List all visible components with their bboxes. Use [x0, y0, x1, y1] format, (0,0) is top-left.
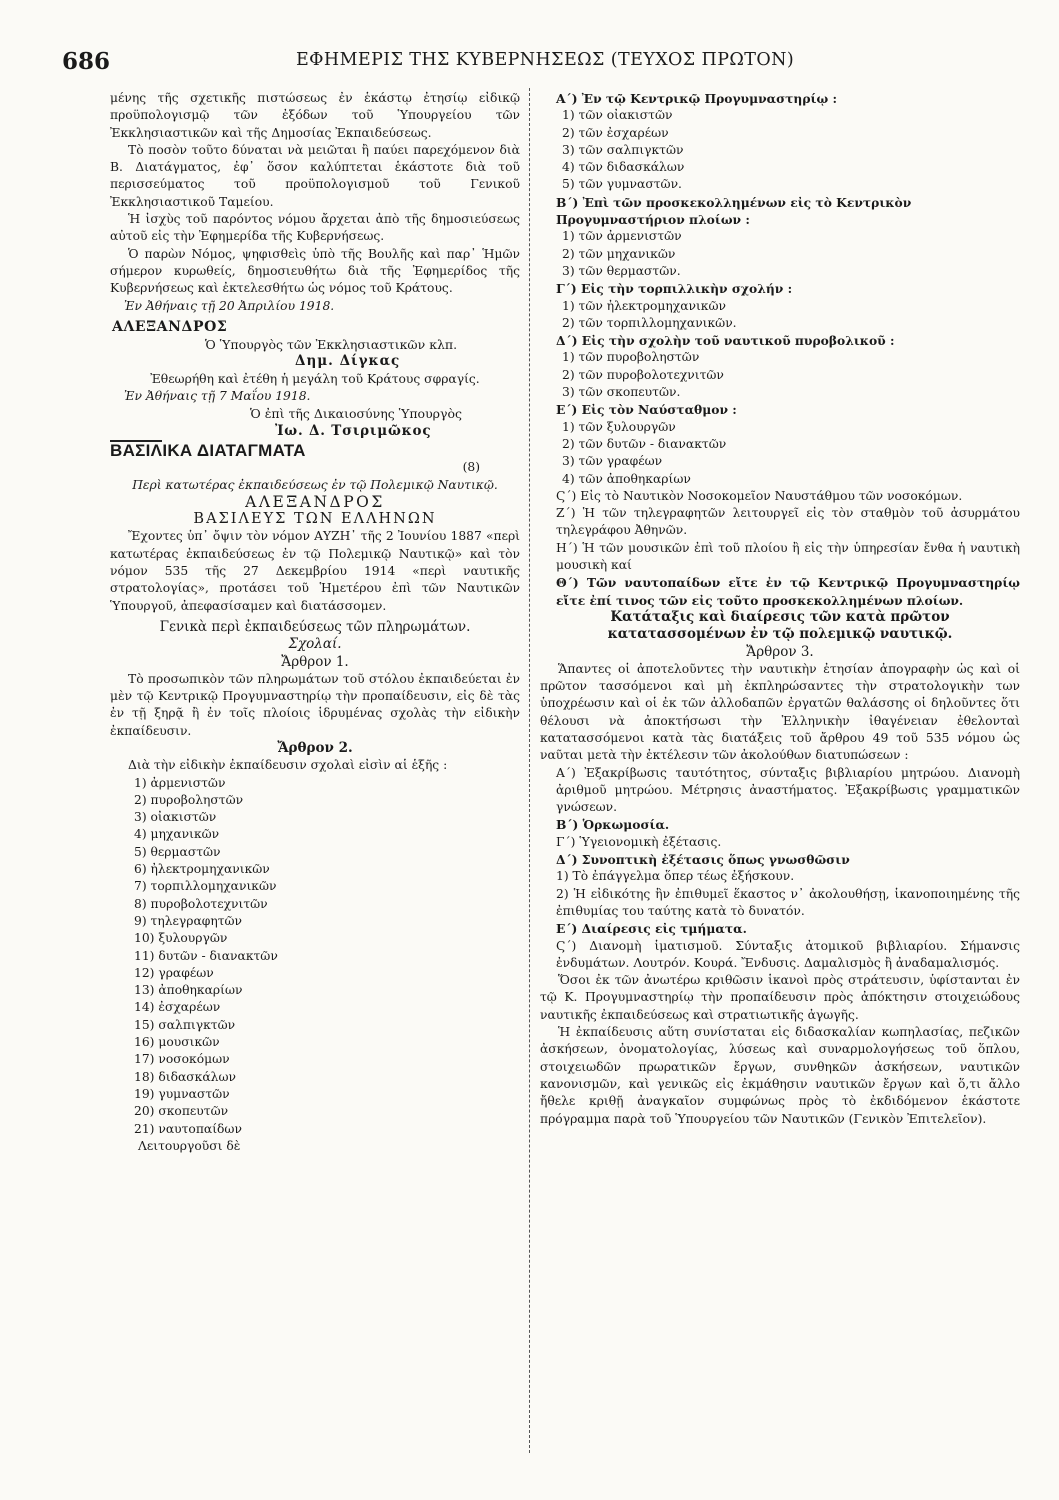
schools-heading: Σχολαί.: [288, 636, 342, 653]
step-e: Ε´) Διαίρεσις εἰς τμήματα.: [556, 921, 747, 937]
group-a-list: [540, 107, 1020, 193]
justice-minister-role: Ὁ ἐπὶ τῆς Δικαιοσύνης Ὑπουργὸς: [250, 406, 463, 422]
article-1-text: Τὸ προσωπικὸν τῶν πληρωμάτων τοῦ στόλου ἐκπαιδεύεται ἐν μὲν τῷ Κεντρικῷ Προγυμναστηρίῳ τὴν προπαίδευσιν, εἰς δὲ τὰς ἐν τῇ ξηρᾷ ἢ ἐν τοῖς πλοίοις ἱδρυμένας σχολὰς τὴν εἰδικὴν ἐκπαίδευσιν.: [110, 671, 520, 738]
list-item: 1) τῶν ἀρμενιστῶν: [562, 229, 682, 244]
list-item: 4) τῶν διδασκάλων: [562, 160, 685, 175]
article-3-title: Ἄρθρον 3.: [746, 643, 814, 660]
list-item: 14) ἐσχαρέων: [134, 1000, 221, 1015]
intro-paragraph: Ὁ παρὼν Νόμος, ψηφισθεὶς ὑπὸ τῆς Βουλῆς καὶ παρ᾽ Ἡμῶν σήμερον κυρωθείς, δημοσιευθήτω διὰ τῆς Ἐφημερίδος τῆς Κυβερνήσεως καὶ ἐκτελεσθήτω ὡς νόμος τοῦ Κράτους.: [110, 246, 520, 296]
list-item: 6) ἠλεκτρομηχανικῶν: [134, 862, 270, 877]
intro-paragraph: Ἡ ἰσχὺς τοῦ παρόντος νόμου ἄρχεται ἀπὸ τῆς δημοσιεύσεως αὐτοῦ εἰς τὴν Ἐφημερίδα τῆς Κυβερνήσεως.: [110, 212, 520, 244]
group-f-heading: Ϛ´) Εἰς τὸ Ναυτικὸν Νοσοκομεῖον Ναυστάθμου τῶν νοσοκόμων.: [556, 488, 963, 503]
list-item: 3) τῶν σκοπευτῶν.: [562, 385, 681, 400]
seal-statement: Ἐθεωρήθη καὶ ἐτέθη ἡ μεγάλη τοῦ Κράτους σφραγίς.: [150, 371, 480, 386]
list-item: 4) τῶν ἀποθηκαρίων: [562, 471, 691, 486]
group-a-heading: Α´) Ἐν τῷ Κεντρικῷ Προγυμναστηρίῳ :: [556, 91, 838, 106]
list-item: 3) οἰακιστῶν: [134, 810, 217, 825]
step-b: Β´) Ὁρκωμοσία.: [556, 817, 670, 833]
king-signature: ΑΛΕΞΑΝΔΡΟΣ: [112, 318, 228, 335]
law-date: Ἐν Ἀθήναις τῇ 20 Ἀπριλίου 1918.: [124, 298, 335, 313]
list-item: 3) τῶν γραφέων: [562, 454, 663, 469]
step-f: Ϛ´) Διανομὴ ἱματισμοῦ. Σύνταξις ἀτομικοῦ βιβλιαρίου. Σήμανσις ἐνδυμάτων. Λουτρόν. Κουρά. Ἔνδυσις. Δαμαλισμὸς ἢ ἀναδαμαλισμός.: [556, 938, 1020, 970]
group-b-list: [540, 228, 1020, 280]
list-item: 2) τῶν μηχανικῶν: [562, 246, 676, 261]
step-d-list: [540, 868, 1020, 920]
group-b-heading: Β´) Ἐπὶ τῶν προσκεκολλημένων εἰς τὸ Κεντρικὸν Προγυμναστήριον πλοίων :: [556, 194, 912, 228]
list-item: 8) πυροβολοτεχνιτῶν: [134, 896, 268, 911]
list-item: 2) τῶν τορπιλλομηχανικῶν.: [562, 315, 737, 330]
king-subtitle: ΒΑΣΙΛΕΥΣ ΤΩΝ ΕΛΛΗΝΩΝ: [193, 511, 437, 528]
decree-subject: Περὶ κατωτέρας ἐκπαιδεύσεως ἐν τῷ Πολεμικῷ Ναυτικῷ.: [132, 477, 498, 492]
group-h-heading: Η´) Ἡ τῶν μουσικῶν ἐπὶ τοῦ πλοίου ἢ εἰς τὴν ὑπηρεσίαν ἔνθα ἡ ναυτικὴ μουσικὴ καί: [556, 540, 1020, 573]
list-item: 1) τῶν πυροβοληστῶν: [562, 350, 700, 365]
minister-role: Ὁ Ὑπουργὸς τῶν Ἐκκλησιαστικῶν κλπ.: [205, 337, 458, 353]
group-d-list: [540, 349, 1020, 401]
article-1-title: Ἄρθρον 1.: [281, 653, 349, 670]
group-c-list: [540, 298, 1020, 333]
closing-paragraph: Ὅσοι ἐκ τῶν ἀνωτέρω κριθῶσιν ἱκανοὶ πρὸς στράτευσιν, ὑφίστανται ἐν τῷ Κ. Προγυμναστηρίῳ τὴν προπαίδευσιν πρὸς ἀπόκτησιν στοιχειώδους ναυτικῆς ἐκπαιδεύσεως καὶ στρατιωτικῆς ἀγωγῆς.: [540, 973, 1020, 1022]
justice-minister-name: Ἰω. Δ. Τσιριμῶκος: [275, 422, 432, 439]
list-item: 2) τῶν πυροβολοτεχνιτῶν: [562, 367, 724, 382]
list-item: 1) Τὸ ἐπάγγελμα ὅπερ τέως ἐξήσκουν.: [556, 869, 795, 884]
group-c-heading: Γ´) Εἰς τὴν τορπιλλικὴν σχολήν :: [556, 281, 793, 297]
step-g: Γ´) Ὑγειονομικὴ ἐξέτασις.: [556, 834, 722, 849]
list-item: 9) τηλεγραφητῶν: [134, 913, 243, 928]
list-item: 11) δυτῶν - διανακτῶν: [134, 948, 278, 963]
group-e-heading: Ε´) Εἰς τὸν Ναύσταθμον :: [556, 402, 737, 418]
article-2-title: Ἄρθρον 2.: [277, 739, 353, 756]
intro-paragraph: Τὸ ποσὸν τοῦτο δύναται νὰ μειῶται ἢ παύει παρεχόμενον διὰ Β. Διατάγματος, ἐφ᾽ ὅσον καλύπτεται ἑκάστοτε διὰ τοῦ περισσεύματος τοῦ προϋπολογισμοῦ τοῦ Γενικοῦ Ἐκκλησιαστικοῦ Ταμείου.: [110, 142, 520, 209]
group-d-heading: Δ´) Εἰς τὴν σχολὴν τοῦ ναυτικοῦ πυροβολικοῦ :: [556, 333, 895, 349]
division-heading: Κατάταξις καὶ διαίρεσις τῶν κατὰ πρῶτον κατατασσομένων ἐν τῷ πολεμικῷ ναυτικῷ.: [607, 608, 953, 643]
list-item: 21) ναυτοπαίδων: [134, 1121, 242, 1136]
list-item: 1) τῶν ἠλεκτρομηχανικῶν: [562, 298, 726, 313]
group-th-heading: Θ´) Τῶν ναυτοπαίδων εἴτε ἐν τῷ Κεντρικῷ Προγυμναστηρίῳ εἴτε ἐπί τινος τῶν εἰς τοῦτο προσκεκολλημένων πλοίων.: [556, 575, 1020, 608]
list-item: 1) ἀρμενιστῶν: [134, 775, 226, 790]
general-heading: Γενικὰ περὶ ἐκπαιδεύσεως τῶν πληρωμάτων.: [159, 618, 471, 635]
list-item: 16) μουσικῶν: [134, 1035, 220, 1050]
right-column: [540, 90, 1020, 1128]
decree-number: (8): [462, 460, 480, 475]
list-item: 17) νοσοκόμων: [134, 1052, 230, 1067]
list-item: 15) σαλπιγκτῶν: [134, 1017, 236, 1032]
group-z-heading: Ζ´) Ἡ τῶν τηλεγραφητῶν λειτουργεῖ εἰς τὸν σταθμὸν τοῦ ἀσυρμάτου τηλεγράφου Ἀθηνῶν.: [556, 506, 1020, 538]
list-item: 12) γραφέων: [134, 965, 214, 980]
list-item: 2) πυροβοληστῶν: [134, 792, 244, 807]
page-number: 686: [62, 48, 111, 75]
list-item: 2) τῶν δυτῶν - διανακτῶν: [562, 436, 727, 451]
list-item: 5) θερμαστῶν: [134, 844, 221, 859]
schools-list: [110, 775, 520, 1138]
minister-name: Δημ. Δίγκας: [295, 353, 401, 370]
list-item: 13) ἀποθηκαρίων: [134, 983, 243, 998]
list-item: 4) μηχανικῶν: [134, 827, 220, 842]
closing-paragraph: Ἡ ἐκπαίδευσις αὕτη συνίσταται εἰς διδασκαλίαν κωπηλασίας, πεζικῶν ἀσκήσεων, ὀνοματολογίας, λύσεως καὶ συναρμολογήσεως τοῦ ὅπλου, στοιχειωδῶν πρωρατικῶν ἔργων, συνθηκῶν ἀσκήσεων, ναυτικῶν κανονισμῶν, καὶ γενικῶς εἰς ἐκμάθησιν ναυτικῶν ἔργων καὶ ὅ,τι ἄλλο ἤθελε κριθῇ ἀναγκαῖον συμφώνως πρὸς τὸ ἐκδιδόμενον ἑκάστοτε πρόγραμμα παρὰ τοῦ Ὑπουργείου τῶν Ναυτικῶν (Γενικὸν Ἐπιτελεῖον).: [540, 1025, 1020, 1126]
group-e-list: [540, 419, 1020, 488]
list-item: 2) Ἡ εἰδικότης ἣν ἐπιθυμεῖ ἕκαστος ν᾽ ἀκολουθήσῃ, ἱκανοποιημένης τῆς ἐπιθυμίας του ταύτης κατὰ τὸ δυνατόν.: [556, 886, 1020, 918]
article-2-intro: Διὰ τὴν εἰδικὴν ἐκπαίδευσιν σχολαὶ εἰσὶν αἱ ἑξῆς :: [128, 758, 448, 773]
list-item: 10) ξυλουργῶν: [134, 931, 228, 946]
list-item: 2) τῶν ἐσχαρέων: [562, 125, 669, 140]
article-3-text: Ἅπαντες οἱ ἀποτελοῦντες τὴν ναυτικὴν ἐτησίαν ἀπογραφὴν ὡς καὶ οἱ πρῶτον τασσόμενοι καὶ μὴ ἐκπληρώσαντες τὴν στρατολογικὴν των ὑποχρέωσιν καὶ οἱ ἐκ τῶν ἀλλοδαπῶν ἐργατῶν θαλάσσης οἱ δηλοῦντες ὅτι θέλουσι νὰ ἀποκτήσωσι τὴν Ἑλληνικὴν ἰθαγένειαν ἐθελονταὶ κατατασσόμενοι κατὰ τὰς διατάξεις τοῦ ἄρθρου 49 τοῦ 535 νόμου ὡς ναῦται μετὰ τὴν ἐκτέλεσιν τῶν ἀκολούθων διατυπώσεων :: [540, 661, 1020, 763]
intro-paragraph: μένης τῆς σχετικῆς πιστώσεως ἐν ἑκάστῳ ἐτησίῳ εἰδικῷ προϋπολογισμῷ τῶν ἐξόδων τοῦ Ὑπουργείου τῶν Ἐκκλησιαστικῶν καὶ τῆς Δημοσίας Ἐκπαιδεύσεως.: [110, 91, 520, 140]
section-title: ΒΑΣΙΛΙΚΑ ΔΙΑΤΑΓΜΑΤΑ: [110, 440, 306, 460]
list-item: 18) διδασκάλων: [134, 1069, 236, 1084]
list-item: 1) τῶν οἰακιστῶν: [562, 108, 673, 123]
column-divider: [529, 88, 530, 1453]
step-d: Δ´) Συνοπτικὴ ἐξέτασις ὅπως γνωσθῶσιν: [556, 852, 850, 868]
king-title: ΑΛΕΞΑΝΔΡΟΣ: [245, 492, 385, 511]
step-a: Α´) Ἐξακρίβωσις ταυτότητος, σύνταξις βιβλιαρίου μητρώου. Διανομὴ ἀριθμοῦ μητρώου. Μέτρησις ἀναστήματος. Ἐξακρίβωσις γραμματικῶν γνώσεων.: [556, 765, 1020, 815]
gazette-header-title: ΕΦΗΜΕΡΙΣ ΤΗΣ ΚΥΒΕΡΝΗΣΕΩΣ (ΤΕΥΧΟΣ ΠΡΩΤΟΝ): [296, 50, 795, 70]
list-item: 7) τορπιλλομηχανικῶν: [134, 879, 277, 894]
list-item: 1) τῶν ξυλουργῶν: [562, 419, 676, 434]
list-item: 20) σκοπευτῶν: [134, 1104, 229, 1119]
list-item: 5) τῶν γυμναστῶν.: [562, 177, 682, 192]
left-column: [110, 90, 520, 1155]
list-item: 3) τῶν θερμαστῶν.: [562, 263, 681, 278]
list-item: 3) τῶν σαλπιγκτῶν: [562, 142, 684, 157]
preamble: Ἔχοντες ὑπ᾽ ὄψιν τὸν νόμον ΑΥΖΗ᾽ τῆς 2 Ἰουνίου 1887 «περὶ κατωτέρας ἐκπαιδεύσεως ἐν τῷ Πολεμικῷ Ναυτικῷ» καὶ τὸν νόμον 535 τῆς 27 Δεκεμβρίου 1914 «περὶ ναυτικῆς στρατολογίας», προτάσει τοῦ Ἡμετέρου ἐπὶ τῶν Ναυτικῶν Ὑπουργοῦ, ἀπεφασίσαμεν καὶ διατάσσομεν.: [110, 529, 520, 613]
seal-date: Ἐν Ἀθήναις τῇ 7 Μαΐου 1918.: [124, 389, 311, 404]
continuation-text: Λειτουργοῦσι δὲ: [138, 1138, 241, 1153]
list-item: 19) γυμναστῶν: [134, 1086, 230, 1101]
